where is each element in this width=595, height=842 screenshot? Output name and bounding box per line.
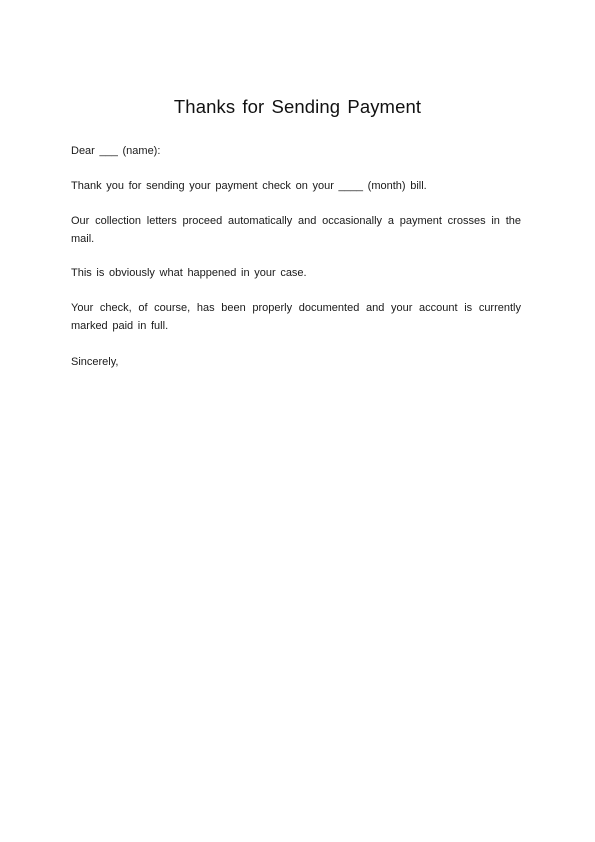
letter-title: Thanks for Sending Payment [173,96,422,117]
paragraph-obvious-case: This is obviously what happened in your case. [71,267,307,279]
paragraph-collection-letters: Our collection letters proceed automatically and occasionally a payment crosses in the mail. [71,215,521,245]
letter-closing: Sincerely, [71,356,119,368]
paragraph-account-status: Your check, of course, has been properly documented and your account is currently marked paid in full. [71,302,521,332]
letter-greeting: Dear ___ (name): [71,145,161,157]
paragraph-payment-thanks: Thank you for sending your payment check on your ____ (month) bill. [71,180,427,192]
